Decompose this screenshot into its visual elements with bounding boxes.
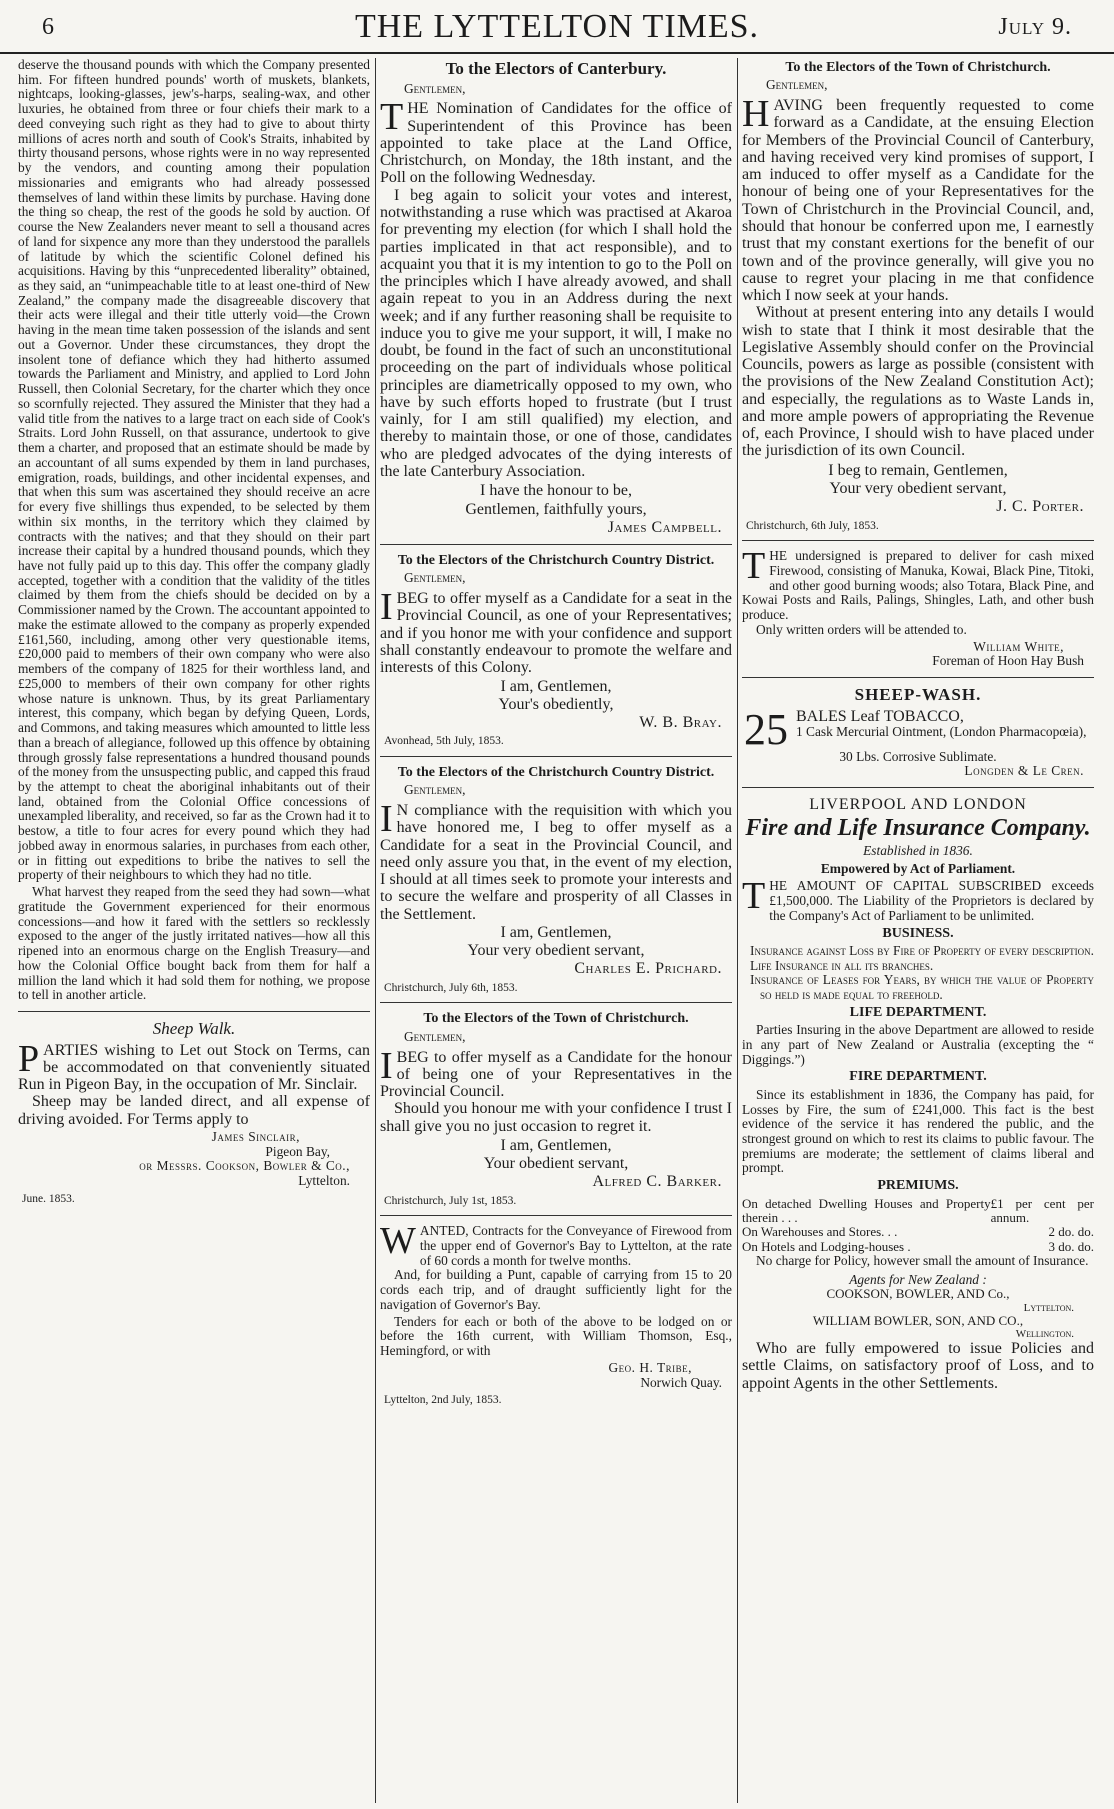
signature: Alfred C. Barker. bbox=[592, 1173, 722, 1191]
divider bbox=[18, 1011, 370, 1012]
agent-name: COOKSON, BOWLER, AND Co., bbox=[826, 1286, 1010, 1302]
ad-date: Avonhead, 5th July, 1853. bbox=[384, 735, 504, 748]
closing: Your very obedient servant, bbox=[829, 479, 1007, 497]
ad-paragraph: AVING been frequently requested to come forward as a Candidate, at the ensuing Election for Members of the Provincial Council of Canterbury, and having received very kind promises of support, I am induced to offer myself as a Candidate for the honour of being one of your Representatives for the Town of Christchurch in the Provincial Council, and, should that honour be conferred upon me, I earnestly trust that my constant exertions for the benefit of our town and of the province generally, will give you no cause to regret your placing in me that confidence which I now seek at your hands. bbox=[742, 97, 1094, 305]
section-text: Parties Insuring in the above Department are allowed to reside in any part of New Zealand or Australia (excepting the “ Diggings.”) bbox=[742, 1022, 1094, 1067]
closing: Gentlemen, faithfully yours, bbox=[465, 500, 647, 518]
signature: Longden & Le Cren. bbox=[964, 763, 1084, 779]
drop-cap: T bbox=[742, 545, 766, 588]
ad-paragraph: Without at present entering into any details I would wish to state that I think it most desirable that the Legislative Assembly should confer on the Provincial Councils, powers as large as possible (consistent with the provisions of the New Zealand Constitution Act); and especially, the regulations as to Waste Lands in, and more ample powers of appropriating the Revenue of, each Province, I should wish to have placed under the jurisdiction of its own Council. bbox=[742, 304, 1094, 460]
salutation: Gentlemen, bbox=[766, 77, 828, 93]
sheep-wash-ad bbox=[742, 686, 1094, 779]
established: Established in 1836. bbox=[863, 842, 973, 858]
divider bbox=[380, 544, 732, 545]
signature-place: Norwich Quay. bbox=[640, 1374, 722, 1390]
premium-rate: 3 do. do. bbox=[1048, 1238, 1094, 1254]
issue-date: July 9. bbox=[998, 14, 1072, 40]
campbell-address bbox=[380, 60, 732, 536]
salutation: Gentlemen, bbox=[404, 782, 466, 798]
premium-row bbox=[742, 1240, 1094, 1254]
ad-heading: SHEEP-WASH. bbox=[854, 685, 982, 705]
ad-heading: To the Electors of the Christchurch Country District. bbox=[397, 764, 715, 780]
signature: William White, bbox=[973, 638, 1064, 654]
empowered: Empowered by Act of Parliament. bbox=[820, 860, 1016, 876]
page-number: 6 bbox=[42, 14, 54, 40]
section-heading: LIFE DEPARTMENT. bbox=[849, 1004, 987, 1020]
ad-heading: To the Electors of the Christchurch Country District. bbox=[397, 553, 715, 569]
ad-paragraph: Only written orders will be attended to. bbox=[756, 621, 967, 637]
drop-cap: I bbox=[380, 1044, 393, 1087]
newspaper-title: THE LYTTELTON TIMES. bbox=[354, 8, 760, 45]
business-item: Life Insurance in all its branches. bbox=[750, 957, 934, 973]
drop-cap: H bbox=[742, 93, 770, 136]
ad-body bbox=[380, 1220, 732, 1268]
closing: I am, Gentlemen, bbox=[500, 1136, 612, 1154]
closing: I am, Gentlemen, bbox=[500, 677, 612, 695]
ad-paragraph: HE undersigned is prepared to deliver for cash mixed Firewood, consisting of Manuka, Kowai, Black Pine, Titoki, and other good burning woods; also Totara, Black Pine, and Kowai Posts and Rails, Palings, Shingles, Lath, and other bush produce. bbox=[742, 548, 1094, 623]
ad-date: Christchurch, July 6th, 1853. bbox=[384, 981, 518, 994]
closing: I have the honour to be, bbox=[480, 482, 632, 500]
porter-address bbox=[742, 60, 1094, 532]
business-item: Insurance against Loss by Fire of Property of every description. bbox=[750, 942, 1094, 958]
barker-address bbox=[380, 1011, 732, 1207]
article-paragraph: What harvest they reaped from the seed they had sown—what gratitude the Government experienced for their enormous concessions—and how it fared with the settlers so recklessly exposed to the anger of the justly irritated natives—how all this ripened into an enormous charge on the English Treasury—and how the Colonial Office bought back from them for half a million the land which it had sold them for nothing, we propose to tell in another article. bbox=[18, 884, 370, 1003]
premium-rate: £1 per cent per annum. bbox=[990, 1195, 1094, 1225]
ad-paragraph: I beg again to solicit your votes and interest, notwithstanding a ruse which was practised at Akaroa for preventing my election (for which I shall hold the parties implicated in that act responsible), and to acquaint you that it is my intention to go to the Poll on the principles which I have already avowed, and shall again repeat to you in an Address during the next week; and if any further reasoning shall be requisite to induce you to give me your support, it will, I make no doubt, be found in the fact of such an unconstitutional proceeding on the part of individuals whose political principles are diametrically opposed to my own, who have by such efforts hoped to frustrate (but I trust vainly, for I am still qualified) my election, and thereby to maintain those, or one of those, candidates who are pledged advocates of the dying interests of the late Canterbury Association. bbox=[380, 186, 732, 480]
divider bbox=[742, 787, 1094, 788]
premium-row bbox=[742, 1197, 1094, 1226]
agent-place: Wellington. bbox=[1015, 1327, 1074, 1340]
ad-paragraph: ANTED, Contracts for the Conveyance of Firewood from the upper end of Governor's Bay to Lyttelton, at the rate of 60 cords a month for twelve months. bbox=[419, 1223, 732, 1268]
insurance-company-name: Fire and Life Insurance Company. bbox=[745, 815, 1091, 842]
section-heading: FIRE DEPARTMENT. bbox=[849, 1069, 987, 1085]
drop-cap: I bbox=[380, 798, 393, 841]
ad-body bbox=[380, 586, 732, 677]
ad-line: 1 Cask Mercurial Ointment, (London Pharmacopœia), bbox=[796, 723, 1087, 739]
closing: Your's obediently, bbox=[498, 695, 614, 713]
divider bbox=[380, 1215, 732, 1216]
signature-place: Lyttelton. bbox=[298, 1173, 350, 1189]
ad-date: Christchurch, July 1st, 1853. bbox=[384, 1194, 517, 1207]
agent-name: WILLIAM BOWLER, SON, AND CO., bbox=[812, 1312, 1024, 1328]
sheep-walk-body: ARTIES wishing to Let out Stock on Terms, can be accommodated on that conveniently situated Run in Pigeon Bay, in the occupation of Mr. Sinclair. bbox=[18, 1041, 370, 1094]
signature: or Messrs. Cookson, Bowler & Co., bbox=[139, 1158, 350, 1174]
drop-cap: I bbox=[380, 586, 393, 629]
section-text: Since its establishment in 1836, the Company has paid, for Losses by Fire, the sum of £241,000. This fact is the best evidence of the service it has rendered the public, and the strongest ground on which to rest its claims to public favour. The premiums are moderate; the settlement of claims liberal and prompt. bbox=[742, 1086, 1094, 1176]
signature: James Campbell. bbox=[607, 518, 722, 536]
signature: Geo. H. Tribe, bbox=[608, 1359, 692, 1375]
ad-paragraph: HE Nomination of Candidates for the office of Superintendent of this Province has been appointed to take place at the Land Office, Christchurch, on Monday, the 18th instant, and the Poll on the following Wednesday. bbox=[380, 100, 732, 187]
signature-place: Pigeon Bay, bbox=[265, 1143, 330, 1159]
column-3 bbox=[742, 58, 1094, 1803]
ad-body bbox=[742, 704, 1094, 765]
article-paragraph: deserve the thousand pounds with which the Company presented him. For fifteen hundred pounds' worth of muskets, blankets, nightcaps, looking-glasses, jew's-harps, sealing-wax, and other luxuries, he obtained from three or four chiefs their mark to a deed conveying such right as they had to give to about thirty millions of acres north and south of Cook's Straits, inhabited by thirty thousand persons, whose rights were in no way represented by the vendors, and counting among their population missionaries and emigrants who had already possessed themselves of land within these limits by purchase. Having done the thing so cheap, the rest of the goods he sold by auction. Of course the New Zealanders never meant to sell a thousand acres of land for sixpence any more than they understood the parallels of latitude by which the scientific Colonel defined his acquisitions. Having by this “unprecedented liberality” obtained, as they said, an “unimpeachable title to at least one-third of New Zealand,” the company made the disagreeable discovery that their acts were illegal and their title utterly void—the Crown having in the mean time taken possession of the islands and sent out a Governor. Under these circumstances, they dropt the insolent tone of defiance which they had hitherto assumed towards the Parliament and Ministry, and applied to Lord John Russell, then Colonial Secretary, for the charter which they once so scornfully rejected. They assured the Minister that they had a valid title from the natives to a large tract on each side of Cook's Straits. Lord John Russell, on that assurance, undertook to give them a charter, and proposed that an estimate should be made by an accountant of all sums expended by them in land purchases, emigration, roads, buildings, and other incidental expenses, and that when this sum was ascertained they should receive an acre for every five shillings thus expended, to be selected by them within six months, in the territory which they claimed by contracts with the natives; and that they should on their part increase their capital by a hundred thousand pounds, which they have not fully paid up to this day. This offer the company gladly accepted, together with a condition that the validity of the titles claimed by them from the chiefs should be decided on by a Commissioner named by the Crown. The accountant appointed to make the estimate allowed to the company as properly expended £161,560, including, among other very questionable items, £20,000 paid to members of their own company who were also members of the company of 1825 for their worthless land, and £25,000 to members of their own company for other rights whose nature is unknown. Thus, by its great Parliamentary interest, this company, which began by defying Queen, Lords, and Commons, and taking measures which amounted to little less than a breach of allegiance, followed up this offence by obtaining through grossly false representations a hundred thousand pounds of the money from the unsuspecting public, and capped this fraud by the attempt to cheat the aboriginal inhabitants out of their land, obtained from the Colonial Office concessions of unexampled liberality, and received, so far as the Crown had it to bestow, a title to four acres for every pound which they had jobbed away in enormous salaries, in purchases from each other, or in fitting out expeditions to bribe the natives to sell the property of their neighbours to which they had no title. bbox=[18, 58, 370, 883]
firewood-ad bbox=[742, 545, 1094, 669]
ad-paragraph: BEG to offer myself as a Candidate for the honour of being one of your Representatives in the Provincial Council. bbox=[380, 1048, 732, 1101]
ad-body bbox=[742, 545, 1094, 623]
capital-text bbox=[742, 875, 1094, 923]
drop-cap: W bbox=[380, 1220, 416, 1263]
divider bbox=[742, 540, 1094, 541]
salutation: Gentlemen, bbox=[404, 1028, 466, 1044]
agents-heading: Agents for New Zealand : bbox=[849, 1271, 987, 1287]
salutation: Gentlemen, bbox=[404, 570, 466, 586]
ad-body bbox=[380, 96, 732, 187]
section-heading: BUSINESS. bbox=[882, 925, 954, 941]
ad-paragraph: HE AMOUNT OF CAPITAL SUBSCRIBED exceeds £1,500,000. The Liability of the Proprietors is declared by the Company's Act of Parliament to be unlimited. bbox=[769, 878, 1094, 923]
closing: I am, Gentlemen, bbox=[500, 923, 612, 941]
sheep-walk-heading: Sheep Walk. bbox=[152, 1019, 236, 1038]
masthead bbox=[0, 0, 1114, 54]
premium-row bbox=[742, 1225, 1094, 1239]
premium-label: On Warehouses and Stores. . . bbox=[742, 1224, 898, 1240]
insurance-closing: Who are fully empowered to issue Policies and settle Claims, on satisfactory proof of Loss, and to appoint Agents in the other Settlements. bbox=[742, 1340, 1094, 1392]
closing: Your obedient servant, bbox=[483, 1155, 629, 1173]
insurance-title: LIVERPOOL AND LONDON bbox=[809, 796, 1027, 814]
sheep-walk-body-2: Sheep may be landed direct, and all expense of driving avoided. For Terms apply to bbox=[18, 1093, 370, 1128]
column-2 bbox=[380, 58, 732, 1803]
sheep-walk-ad bbox=[18, 1037, 370, 1094]
signature: J. C. Porter. bbox=[996, 498, 1084, 516]
section-heading: PREMIUMS. bbox=[877, 1178, 959, 1194]
ad-body bbox=[742, 93, 1094, 305]
bales-count: 25 bbox=[744, 704, 788, 754]
ad-date: Christchurch, 6th July, 1853. bbox=[746, 519, 879, 532]
bray-address bbox=[380, 553, 732, 748]
ad-date: Lyttelton, 2nd July, 1853. bbox=[384, 1394, 502, 1407]
ad-paragraph: N compliance with the requisition with which you have honored me, I beg to offer myself as a Candidate for a seat in the Provincial Council, and need only assure you that, in the event of my election, I should at all times seek to promote your interests and to secure the welfare and prosperity of all Classes in the Settlement. bbox=[380, 802, 732, 923]
insurance-ad bbox=[742, 796, 1094, 1392]
ad-heading: To the Electors of the Town of Christchurch. bbox=[785, 60, 1051, 75]
divider bbox=[380, 756, 732, 757]
premium-rate: 2 do. do. bbox=[1048, 1224, 1094, 1240]
ad-heading: To the Electors of the Town of Christchurch. bbox=[423, 1011, 689, 1027]
divider bbox=[742, 677, 1094, 678]
closing: Your very obedient servant, bbox=[467, 942, 645, 960]
ad-heading: To the Electors of Canterbury. bbox=[445, 59, 667, 78]
ad-line: BALES Leaf TOBACCO, bbox=[796, 707, 964, 725]
signature: Charles E. Prichard. bbox=[574, 960, 722, 978]
ad-body bbox=[380, 798, 732, 923]
agent-place: Lyttelton. bbox=[1023, 1301, 1074, 1314]
drop-cap: T bbox=[380, 96, 404, 139]
column-rule bbox=[737, 58, 738, 1803]
divider bbox=[380, 1002, 732, 1003]
signature: W. B. Bray. bbox=[639, 714, 722, 732]
ad-paragraph: BEG to offer myself as a Candidate for a seat in the Provincial Council, as one of your Representatives; and if you honor me with your confidence and support shall constantly endeavour to promote the welfare and interests of this Colony. bbox=[380, 590, 732, 677]
drop-cap: P bbox=[18, 1037, 40, 1080]
no-charge-note: No charge for Policy, however small the amount of Insurance. bbox=[756, 1252, 1089, 1268]
business-item: Insurance of Leases for Years, by which the value of Property so held is made equal to freehold. bbox=[750, 972, 1094, 1003]
drop-cap: T bbox=[742, 875, 766, 918]
ad-date: June. 1853. bbox=[22, 1192, 75, 1205]
column-rule bbox=[375, 58, 376, 1803]
ad-paragraph: And, for building a Punt, capable of carrying from 15 to 20 cords each trip, and of draught sufficiently light for the navigation of Governor's Bay. bbox=[380, 1267, 732, 1312]
signature: James Sinclair, bbox=[211, 1129, 300, 1145]
premium-label: On detached Dwelling Houses and Property therein . . . bbox=[742, 1195, 991, 1225]
signature-title: Foreman of Hoon Hay Bush bbox=[932, 653, 1084, 669]
ad-body bbox=[380, 1044, 732, 1101]
wanted-ad bbox=[380, 1220, 732, 1407]
ad-paragraph: Should you honour me with your confidence I trust I shall give you no just occasion to regret it. bbox=[380, 1100, 732, 1135]
salutation: Gentlemen, bbox=[404, 80, 466, 96]
prichard-address bbox=[380, 765, 732, 994]
premium-label: On Hotels and Lodging-houses . bbox=[742, 1238, 911, 1254]
closing: I beg to remain, Gentlemen, bbox=[828, 461, 1008, 479]
ad-line: 30 Lbs. Corrosive Sublimate. bbox=[839, 748, 997, 764]
column-1 bbox=[18, 58, 370, 1803]
ad-paragraph: Tenders for each or both of the above to be lodged on or before the 16th current, with William Thomson, Esq., Hemingford, or with bbox=[380, 1313, 732, 1359]
